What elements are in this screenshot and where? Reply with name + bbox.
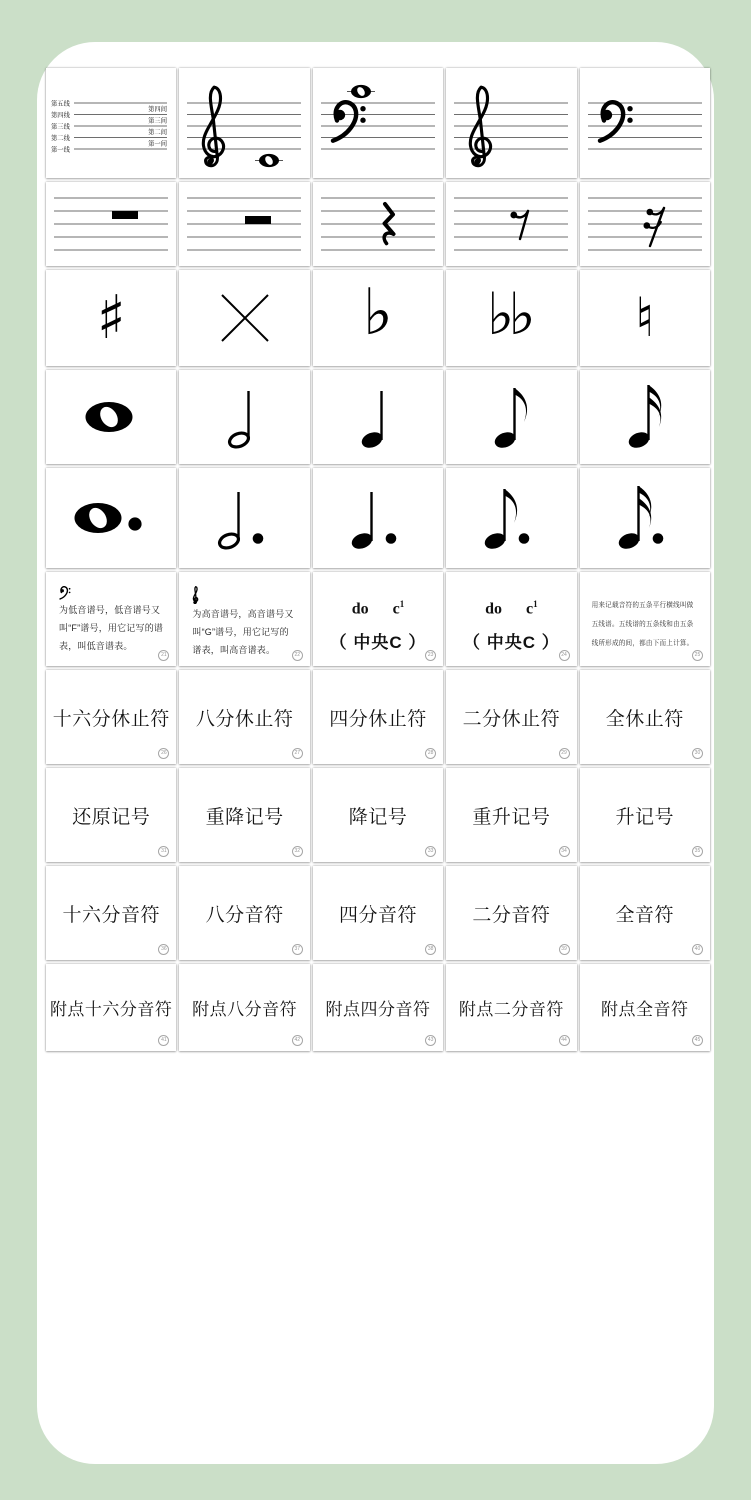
staff-space-label: 第三间	[148, 117, 167, 125]
card-term-label: 八分音符	[205, 904, 284, 926]
dotted-half-note-label-card	[446, 964, 576, 1051]
dotted-half-note-card	[179, 468, 309, 568]
dotted-sixteenth-note-card	[580, 468, 710, 568]
card-term-label: 四分音符	[338, 904, 417, 926]
card-term-label: 四分休止符	[329, 708, 427, 730]
card-term-label: 十六分休止符	[52, 708, 170, 730]
double-flat-icon: ♭♭	[487, 279, 530, 348]
staff-space-label: 第四间	[148, 106, 167, 114]
card-number-badge: 43	[425, 1035, 436, 1046]
sixteenth-note-card	[580, 370, 710, 464]
dotted-eighth-note-card	[446, 468, 576, 568]
flashcards-panel	[37, 42, 714, 1464]
card-number-badge: 42	[292, 1035, 303, 1046]
sharp-label-card	[580, 768, 710, 862]
staff-space-label: 第二间	[148, 129, 167, 137]
treble-clef-icon	[192, 586, 199, 604]
natural-label-card	[46, 768, 176, 862]
half-rest-label-card	[446, 670, 576, 764]
card-number-badge: 35	[692, 846, 703, 857]
card-number-badge: 27	[292, 748, 303, 759]
card-number-badge: 41	[158, 1035, 169, 1046]
definition-text: 为低音谱号，低音谱号又叫“F”谱号，用它记写的谱表，叫低音谱表。	[59, 605, 164, 652]
card-number-badge: 33	[425, 846, 436, 857]
bass-clef-middle-c-card	[313, 68, 443, 178]
middle-c-pitch-names: do $c^1$	[351, 599, 405, 618]
flat-icon: ♭	[362, 276, 394, 350]
dotted-whole-note-label-card	[580, 964, 710, 1051]
eighth-rest-on-staff	[446, 182, 576, 266]
eighth-note-card	[446, 370, 576, 464]
sixteenth-note-icon	[613, 379, 677, 455]
card-number-badge: 38	[425, 944, 436, 955]
card-number-badge: 30	[692, 748, 703, 759]
eighth-rest-card	[446, 182, 576, 266]
sharp-card	[46, 270, 176, 366]
natural-card	[580, 270, 710, 366]
bass-clef-definition-card	[46, 572, 176, 666]
sixteenth-rest-card	[580, 182, 710, 266]
augmentation-dot	[129, 517, 142, 530]
dotted-quarter-note-label-card	[313, 964, 443, 1051]
middle-c-caption: （ 中央C ）	[329, 632, 427, 652]
whole-note-icon	[76, 394, 146, 440]
quarter-note-icon	[346, 379, 410, 455]
whole-rest-icon	[112, 211, 138, 219]
card-term-label: 二分音符	[472, 904, 551, 926]
double-sharp-label-card	[446, 768, 576, 862]
treble-clef-with-note-staff	[179, 68, 309, 178]
dotted-quarter-note-card	[313, 468, 443, 568]
card-term-label: 二分休止符	[462, 708, 561, 730]
card-term-label: 十六分音符	[62, 904, 160, 926]
whole-note-card	[46, 370, 176, 464]
staff-line-label: 第三线	[51, 123, 70, 131]
middle-c-card	[313, 572, 443, 666]
staff-line-label: 第一线	[51, 146, 70, 154]
augmentation-dot	[652, 533, 663, 544]
eighth-note-icon	[479, 379, 543, 455]
card-number-badge: 26	[158, 748, 169, 759]
natural-icon: ♮	[635, 286, 655, 349]
sixteenth-note-label-card	[46, 866, 176, 960]
whole-rest-card	[46, 182, 176, 266]
sixteenth-rest-icon	[643, 208, 664, 246]
middle-c-note-icon	[259, 154, 279, 167]
treble-clef-staff	[446, 68, 576, 178]
card-term-label: 附点八分音符	[192, 1000, 298, 1019]
flat-card	[313, 270, 443, 366]
quarter-note-card	[313, 370, 443, 464]
quarter-rest-label-card	[313, 670, 443, 764]
whole-note-icon	[75, 503, 122, 533]
card-number-badge: 25	[692, 650, 703, 661]
dotted-half-note-icon	[203, 480, 287, 556]
dotted-quarter-note-icon	[336, 480, 420, 556]
staff-line-label: 第五线	[51, 100, 70, 108]
card-number-badge: 34	[559, 846, 570, 857]
flat-label-card	[313, 768, 443, 862]
half-note-card	[179, 370, 309, 464]
card-term-label: 重降记号	[205, 806, 284, 828]
treble-clef-middle-c-card	[179, 68, 309, 178]
card-term-label: 附点全音符	[601, 1000, 689, 1019]
card-term-label: 八分休止符	[195, 708, 294, 730]
bass-clef-icon	[333, 102, 366, 141]
card-number-badge: 32	[292, 846, 303, 857]
augmentation-dot	[252, 533, 263, 544]
middle-c-note-icon	[351, 85, 371, 98]
sixteenth-rest-on-staff	[580, 182, 710, 266]
card-term-label: 升记号	[615, 806, 675, 828]
bass-clef-card	[580, 68, 710, 178]
card-term-label: 全音符	[615, 904, 675, 926]
whole-rest-label-card	[580, 670, 710, 764]
dotted-eighth-note-label-card	[179, 964, 309, 1051]
whole-note-label-card	[580, 866, 710, 960]
card-term-label: 还原记号	[72, 806, 151, 828]
card-number-badge: 40	[692, 944, 703, 955]
half-rest-on-staff	[179, 182, 309, 266]
eighth-note-label-card	[179, 866, 309, 960]
definition-text: 为高音谱号，高音谱号又叫“G”谱号，用它记写的谱表，叫高音谱表。	[192, 609, 294, 656]
eighth-rest-icon	[511, 211, 529, 239]
dotted-sixteenth-note-icon	[603, 480, 687, 556]
treble-clef-definition-card	[179, 572, 309, 666]
quarter-note-label-card	[313, 866, 443, 960]
bass-clef-staff	[580, 68, 710, 178]
half-rest-card	[179, 182, 309, 266]
card-number-badge: 36	[158, 944, 169, 955]
card-number-badge: 29	[559, 748, 570, 759]
double-sharp-icon	[218, 292, 272, 344]
card-number-badge: 24	[559, 650, 570, 661]
card-number-badge: 21	[158, 650, 169, 661]
quarter-rest-on-staff	[313, 182, 443, 266]
double-sharp-card	[179, 270, 309, 366]
whole-note-icon	[86, 402, 133, 432]
card-number-badge: 44	[559, 1035, 570, 1046]
definition-text: 用来记载音符的五条平行横线叫做五线谱。五线谱的五条线和由五条线所形成的间，都由下而上计算。	[591, 602, 694, 647]
dotted-whole-note-card	[46, 468, 176, 568]
treble-clef-icon	[194, 587, 198, 604]
middle-c-caption: （ 中央C ）	[463, 632, 560, 652]
card-term-label: 附点二分音符	[458, 1000, 564, 1019]
eighth-rest-label-card	[179, 670, 309, 764]
half-note-icon	[213, 379, 277, 455]
half-note-label-card	[446, 866, 576, 960]
card-number-badge: 37	[292, 944, 303, 955]
augmentation-dot	[519, 533, 530, 544]
staff-line-label: 第二线	[51, 134, 70, 142]
sixteenth-rest-label-card	[46, 670, 176, 764]
card-term-label: 降记号	[348, 806, 408, 828]
flashcard-grid	[46, 68, 710, 1051]
treble-clef-card	[446, 68, 576, 178]
middle-c-card	[446, 572, 576, 666]
card-number-badge: 22	[292, 650, 303, 661]
bass-clef-icon	[59, 586, 71, 600]
staff-definition-card	[580, 572, 710, 666]
whole-rest-on-staff	[46, 182, 176, 266]
staff-lines-and-spaces-card	[46, 68, 176, 178]
staff-space-label: 第一间	[148, 140, 167, 148]
sharp-icon: ♯	[96, 283, 126, 353]
staff-line-label: 第四线	[51, 111, 70, 119]
double-flat-card	[446, 270, 576, 366]
augmentation-dot	[386, 533, 397, 544]
card-term-label: 附点四分音符	[325, 1000, 431, 1019]
bass-clef-icon	[600, 102, 633, 141]
card-number-badge: 39	[559, 944, 570, 955]
middle-c-pitch-names: do $c^1$	[485, 599, 538, 618]
dotted-whole-note-icon	[65, 495, 157, 541]
half-rest-icon	[245, 216, 271, 224]
card-term-label: 全休止符	[605, 708, 684, 730]
card-number-badge: 28	[425, 748, 436, 759]
dotted-sixteenth-note-label-card	[46, 964, 176, 1051]
bass-clef-with-note-staff	[313, 68, 443, 178]
card-number-badge: 23	[425, 650, 436, 661]
card-term-label: 附点十六分音符	[49, 1000, 173, 1019]
card-number-badge: 31	[158, 846, 169, 857]
card-number-badge: 45	[692, 1035, 703, 1046]
dotted-eighth-note-icon	[469, 480, 553, 556]
card-term-label: 重升记号	[472, 806, 551, 828]
double-flat-label-card	[179, 768, 309, 862]
staff-with-line-space-labels	[46, 68, 176, 178]
quarter-rest-card	[313, 182, 443, 266]
